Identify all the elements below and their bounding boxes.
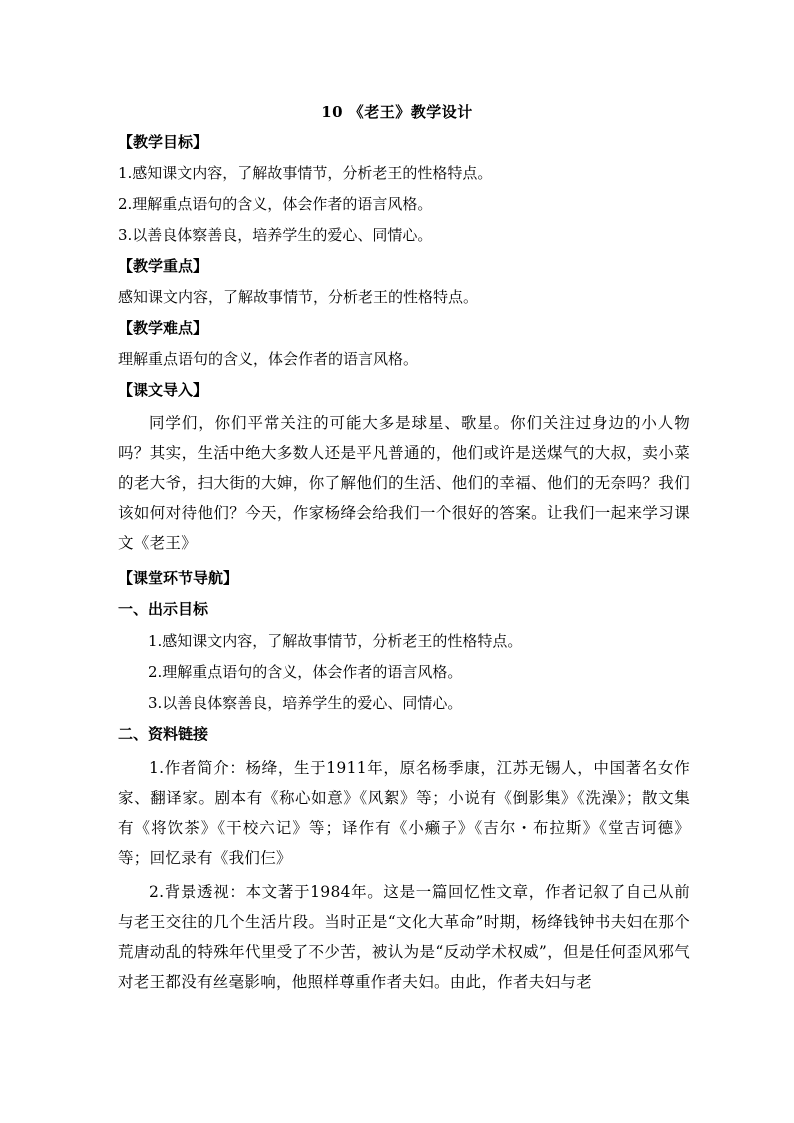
background-paragraph: 2.背景透视：本文著于1984年。这是一篇回忆性文章，作者记叙了自己从前与老王交往的几个生活片段。当时正是“文化大革命”时期，杨绛钱钟书夫妇在那个荒唐动乱的特殊年代里受了不少苦，被认为是“反动学术权威”，但是任何歪风邪气对老王都没有丝毫影响，他照样尊重作者夫妇。由此，作者夫妇与老 — [118, 883, 690, 991]
key-heading: 【教学重点】 — [118, 257, 209, 275]
part1-item-3: 3.以善良体察善良，培养学生的爱心、同情心。 — [148, 694, 463, 712]
part1-item-1: 1.感知课文内容，了解故事情节，分析老王的性格特点。 — [148, 632, 523, 650]
goal-item-3: 3.以善良体察善良，培养学生的爱心、同情心。 — [118, 226, 433, 244]
goal-item-1: 1.感知课文内容，了解故事情节，分析老王的性格特点。 — [118, 164, 493, 182]
author-intro-paragraph: 1.作者简介：杨绛，生于1911年，原名杨季康，江苏无锡人，中国著名女作家、翻译家。剧本有《称心如意》《风絮》等；小说有《倒影集》《洗澡》；散文集有《将饮茶》《干校六记》等；译作有《小癞子》《吉尔・布拉斯》《堂吉诃德》等；回忆录有《我们仨》 — [118, 759, 690, 867]
nav-heading: 【课堂环节导航】 — [118, 569, 239, 587]
intro-paragraph: 同学们，你们平常关注的可能大多是球星、歌星。你们关注过身边的小人物吗？其实，生活中绝大多数人还是平凡普通的，他们或许是送煤气的大叔，卖小菜的老大爷，扫大街的大婶，你了解他们的生活、他们的幸福、他们的无奈吗？我们该如何对待他们？今天，作家杨绛会给我们一个很好的答案。让我们一起来学习课文《老王》 — [118, 414, 690, 552]
page-title: 10 《老王》教学设计 — [321, 103, 473, 121]
goals-heading: 【教学目标】 — [118, 133, 209, 151]
part2-heading: 二、资料链接 — [118, 725, 209, 743]
key-text: 感知课文内容，了解故事情节，分析老王的性格特点。 — [118, 288, 479, 306]
difficulty-heading: 【教学难点】 — [118, 319, 209, 337]
goal-item-2: 2.理解重点语句的含义，体会作者的语言风格。 — [118, 195, 433, 213]
intro-heading: 【课文导入】 — [118, 381, 209, 399]
difficulty-text: 理解重点语句的含义，体会作者的语言风格。 — [118, 350, 419, 368]
part1-heading: 一、出示目标 — [118, 600, 209, 618]
part1-item-2: 2.理解重点语句的含义，体会作者的语言风格。 — [148, 663, 463, 681]
